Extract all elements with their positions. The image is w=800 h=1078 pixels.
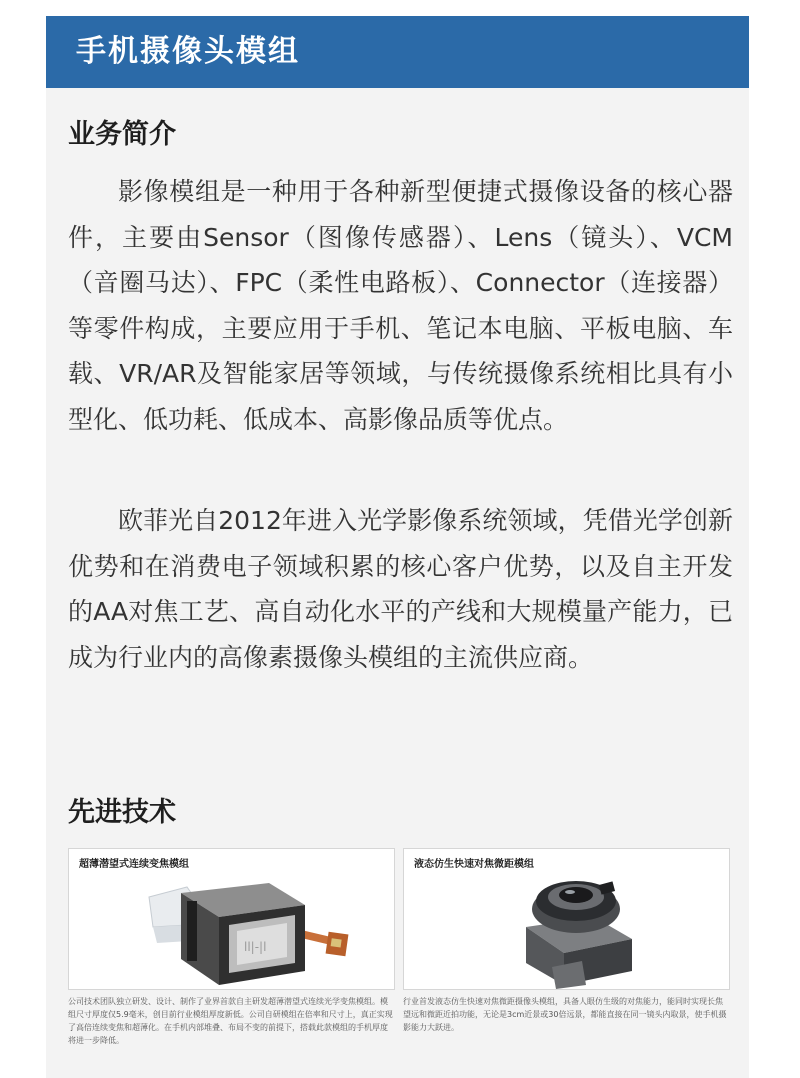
svg-text:ll|-|l: ll|-|l: [244, 940, 267, 954]
tech-caption-periscope: 公司技术团队独立研发、设计、制作了业界首款自主研发超薄潜望式连续光学变焦模组。模组尺寸厚度仅5.9毫米，创目前行业模组厚度新低。公司自研模组在倍率和尺寸上，真正实现了高倍连续变焦和超薄化。在手机内部堆叠、布局不变的前提下，搭载此款模组的手机厚度将进一步降低。: [68, 997, 393, 1045]
tech-panel-title: 超薄潜望式连续变焦模组: [79, 859, 189, 870]
tech-section-title: 先进技术: [68, 797, 176, 828]
periscope-module-image: [69, 867, 394, 989]
tech-panel-title: 液态仿生快速对焦微距模组: [414, 859, 534, 870]
intro-paragraph-2: 欧菲光自2012年进入光学影像系统领域，凭借光学创新优势和在消费电子领域积累的核心客户优势，以及自主开发的AA对焦工艺、高自动化水平的产线和大规模量产能力，已成为行业内的高像素摄像头模组的主流供应商。: [68, 506, 733, 672]
page-title: 手机摄像头模组: [46, 16, 749, 88]
content-card: [46, 16, 749, 1078]
liquid-lens-module-image: [404, 867, 729, 989]
intro-paragraph-1: 影像模组是一种用于各种新型便捷式摄像设备的核心器件，主要由Sensor（图像传感器）、Lens（镜头）、VCM（音圈马达）、FPC（柔性电路板）、Connector（连接器）等零件构成，主要应用于手机、笔记本电脑、平板电脑、车载、VR/AR及智能家居等领域，与传统摄像系统相比具有小型化、低功耗、低成本、高影像品质等优点。: [68, 177, 733, 434]
tech-caption-liquid-lens: 行业首发液态仿生快速对焦微距摄像头模组，具备人眼仿生级的对焦能力，能同时实现长焦望远和微距近拍功能，无论是3cm近景或30倍远景，都能直接在同一镜头内取景，使手机摄影能力大跃进。: [403, 997, 727, 1032]
intro-section-title: 业务简介: [68, 119, 176, 150]
tech-panel-liquid-lens: [403, 848, 730, 990]
tech-panel-periscope: [68, 848, 395, 990]
